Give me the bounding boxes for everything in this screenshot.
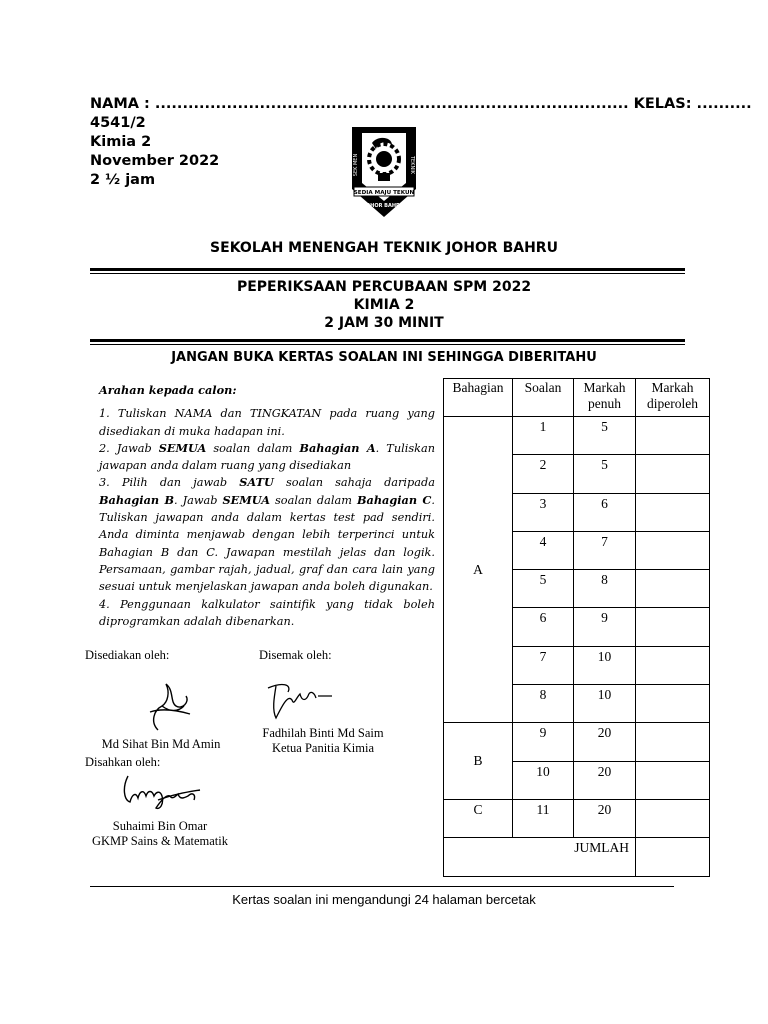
svg-text:JOHOR BAHRU: JOHOR BAHRU: [364, 203, 404, 209]
section-c-cell: C: [444, 799, 513, 837]
question-number: 4: [513, 531, 574, 569]
full-marks: 5: [574, 455, 636, 493]
name-class-line: NAMA : ...................................................................................... KELAS: ..........: [90, 96, 752, 112]
full-marks: 9: [574, 608, 636, 646]
full-marks: 6: [574, 493, 636, 531]
table-header-row: [444, 379, 710, 417]
column-header-soalan: Soalan: [513, 379, 574, 417]
instruction-item: 3. Pilih dan jawab SATU soalan sahaja daripada Bahagian B. Jawab SEMUA soalan dalam Bahagian C. Tuliskan jawapan anda dalam kertas test pad sendiri. Anda diminta menjawab dengan lebih terperinci untuk Bahagian B dan C. Jawapan mestilah jelas dan logik. Persamaan, gambar rajah, jadual, graf dan cara lain yang sesuai untuk menjelaskan jawapan anda boleh digunakan.: [99, 475, 435, 594]
signature-checked: [262, 678, 342, 726]
svg-text:SEK MEN: SEK MEN: [353, 153, 359, 177]
full-marks: 20: [574, 761, 636, 799]
exam-subject: KIMIA 2: [353, 297, 415, 313]
marks-obtained-cell: [636, 417, 710, 455]
approved-by-label: Disahkan oleh:: [85, 755, 161, 769]
question-number: 3: [513, 493, 574, 531]
instructions-heading: Arahan kepada calon:: [99, 383, 237, 397]
signature-approved: [118, 770, 202, 818]
column-header-bahagian: Bahagian: [444, 379, 513, 417]
marks-obtained-cell: [636, 455, 710, 493]
section-a-cell: A: [444, 417, 513, 723]
exam-duration-full: 2 JAM 30 MINIT: [324, 315, 444, 331]
paper-code: 4541/2: [90, 115, 146, 131]
question-number: 1: [513, 417, 574, 455]
question-number: 11: [513, 799, 574, 837]
page-count-note: Kertas soalan ini mengandungi 24 halaman bercetak: [232, 892, 536, 907]
school-crest-icon: [348, 125, 420, 221]
question-number: 7: [513, 646, 574, 684]
marks-obtained-cell: [636, 799, 710, 837]
marks-obtained-cell: [636, 531, 710, 569]
full-marks: 7: [574, 531, 636, 569]
divider: [90, 273, 685, 274]
school-name: SEKOLAH MENENGAH TEKNIK JOHOR BAHRU: [210, 240, 558, 256]
divider: [90, 268, 685, 271]
instruction-item: 2. Jawab SEMUA soalan dalam Bahagian A. Tuliskan jawapan anda dalam ruang yang disediakan: [99, 440, 435, 473]
instruction-item: 4. Penggunaan kalkulator saintifik yang tidak boleh diprogramkan adalah dibenarkan.: [99, 597, 435, 628]
table-row: [444, 417, 710, 455]
table-row: [444, 799, 710, 837]
marks-obtained-cell: [636, 685, 710, 723]
full-marks: 20: [574, 799, 636, 837]
instruction-item: 1. Tuliskan NAMA dan TINGKATAN pada ruang yang disediakan di muka hadapan ini.: [99, 407, 435, 438]
svg-text:TEKNIK: TEKNIK: [409, 156, 415, 174]
full-marks: 10: [574, 685, 636, 723]
full-marks: 5: [574, 417, 636, 455]
footer-divider: [90, 886, 674, 887]
approved-by-name: Suhaimi Bin Omar: [112, 819, 208, 833]
signature-prepared: [140, 672, 200, 738]
question-number: 9: [513, 723, 574, 761]
exam-title: PEPERIKSAAN PERCUBAAN SPM 2022: [236, 279, 532, 295]
marks-obtained-cell: [636, 723, 710, 761]
marks-obtained-cell: [636, 761, 710, 799]
total-marks-cell: [636, 838, 710, 876]
divider: [90, 344, 685, 345]
marks-obtained-cell: [636, 608, 710, 646]
full-marks: 10: [574, 646, 636, 684]
checked-by-name: Fadhilah Binti Md Saim: [262, 726, 384, 740]
exam-month: November 2022: [90, 153, 220, 169]
prepared-by-label: Disediakan oleh:: [85, 648, 170, 662]
do-not-open-warning: JANGAN BUKA KERTAS SOALAN INI SEHINGGA DIBERITAHU: [171, 350, 597, 365]
checked-by-title: Ketua Panitia Kimia: [271, 741, 375, 755]
question-number: 6: [513, 608, 574, 646]
marks-table: [443, 378, 710, 877]
column-header-markah-penuh: Markah penuh: [574, 379, 636, 417]
svg-text:SEDIA MAJU TEKUN: SEDIA MAJU TEKUN: [353, 190, 415, 196]
full-marks: 20: [574, 723, 636, 761]
prepared-by-name: Md Sihat Bin Md Amin: [101, 737, 221, 751]
exam-duration: 2 ½ jam: [90, 172, 156, 188]
question-number: 5: [513, 570, 574, 608]
marks-obtained-cell: [636, 570, 710, 608]
candidate-instructions: [99, 382, 435, 630]
full-marks: 8: [574, 570, 636, 608]
section-b-cell: B: [444, 723, 513, 800]
subject-label: Kimia 2: [90, 134, 152, 150]
divider: [90, 339, 685, 342]
column-header-markah-diperoleh: Markah diperoleh: [636, 379, 710, 417]
question-number: 2: [513, 455, 574, 493]
total-label: JUMLAH: [444, 838, 636, 876]
approved-by-title: GKMP Sains & Matematik: [92, 834, 228, 848]
question-number: 10: [513, 761, 574, 799]
question-number: 8: [513, 685, 574, 723]
checked-by-label: Disemak oleh:: [259, 648, 332, 662]
table-total-row: [444, 838, 710, 876]
table-row: [444, 723, 710, 761]
marks-obtained-cell: [636, 646, 710, 684]
marks-obtained-cell: [636, 493, 710, 531]
